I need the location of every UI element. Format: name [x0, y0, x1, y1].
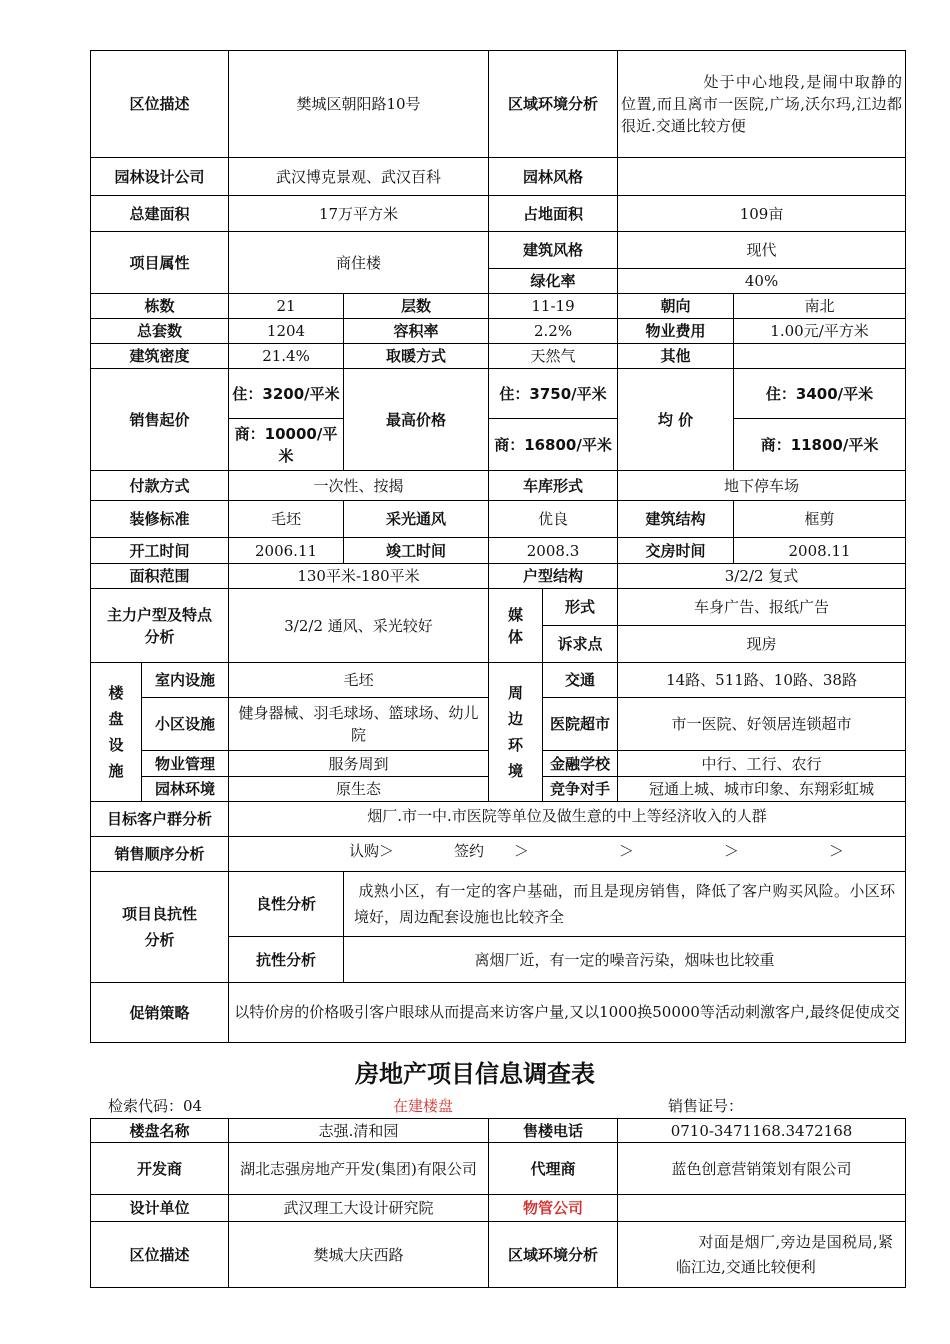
other-value — [734, 344, 906, 369]
total-area-label: 总建面积 — [91, 196, 229, 232]
promo-value: 以特价房的价格吸引客户眼球从而提高来访客户量,又以1000换50000等活动刺激客户,最终促使成交 — [229, 983, 906, 1043]
start-time-label: 开工时间 — [91, 538, 229, 564]
units-value: 1204 — [229, 319, 344, 344]
finance-value: 中行、工行、农行 — [618, 751, 906, 777]
garden-style-label: 园林风格 — [489, 158, 618, 196]
size-range-label: 面积范围 — [91, 564, 229, 589]
mgmt-company-label: 物管公司 — [489, 1195, 618, 1222]
buildings-value: 21 — [229, 294, 344, 319]
structure-label: 建筑结构 — [618, 501, 734, 538]
finance-label: 金融学校 — [543, 751, 618, 777]
developer-label: 开发商 — [91, 1143, 229, 1195]
media-form-label: 形式 — [543, 589, 618, 626]
buildings-label: 栋数 — [91, 294, 229, 319]
total-area-value: 17万平方米 — [229, 196, 489, 232]
far-label: 容积率 — [344, 319, 489, 344]
surround-label-text: 周边环境 — [508, 684, 524, 780]
far-value: 2.2% — [489, 319, 618, 344]
start-price-label: 销售起价 — [91, 369, 229, 471]
mgmt-value: 服务周到 — [229, 751, 489, 777]
design-label: 设计单位 — [91, 1195, 229, 1222]
main-layout-label — [91, 589, 229, 663]
units-label: 总套数 — [91, 319, 229, 344]
hospital-value: 市一医院、好领居连锁超市 — [618, 698, 906, 751]
lighting-label: 采光通风 — [344, 501, 489, 538]
structure-value: 框剪 — [734, 501, 906, 538]
start-price-com: 商：10000/平米 — [229, 419, 344, 471]
negative-label: 抗性分析 — [229, 937, 344, 983]
sales-order-label: 销售顺序分析 — [91, 837, 229, 872]
property-type-value: 商住楼 — [229, 232, 489, 294]
phone-label: 售楼电话 — [489, 1119, 618, 1143]
media-label-text: 媒体 — [508, 605, 524, 646]
env-value-text: 处于中心地段,是闹中取静的位置,而且离市一医院,广场,沃尔玛,江边都很近.交通比较方便 — [621, 73, 903, 135]
max-price-com: 商：16800/平米 — [489, 419, 618, 471]
positive-value-text: 成熟小区，有一定的客户基础，而且是现房销售，降低了客户购买风险。小区环境好，周边配套设施也比较齐全 — [354, 882, 896, 926]
promo-label: 促销策略 — [91, 983, 229, 1043]
avg-price-label: 均 价 — [618, 369, 734, 471]
location-value: 樊城区朝阳路10号 — [229, 51, 489, 158]
main-layout-value: 3/2/2 通风、采光较好 — [229, 589, 489, 663]
decoration-value: 毛坯 — [229, 501, 344, 538]
fee-label: 物业费用 — [618, 319, 734, 344]
sales-license: 销售证号： — [668, 1097, 744, 1115]
facilities-label — [91, 663, 142, 802]
density-value: 21.4% — [229, 344, 344, 369]
main-layout-label-text: 主力户型及特点分析 — [107, 605, 213, 646]
other-label: 其他 — [618, 344, 734, 369]
payment-label: 付款方式 — [91, 471, 229, 501]
name-value: 志强.清和园 — [229, 1119, 489, 1143]
garden-env-value: 原生态 — [229, 777, 489, 802]
competitor-value: 冠通上城、城市印象、东翔彩虹城 — [618, 777, 906, 802]
indoor-value: 毛坯 — [229, 663, 489, 698]
heating-value: 天然气 — [489, 344, 618, 369]
max-price-label: 最高价格 — [344, 369, 489, 471]
heating-label: 取暖方式 — [344, 344, 489, 369]
floors-label: 层数 — [344, 294, 489, 319]
garden-company-label: 园林设计公司 — [91, 158, 229, 196]
avg-price-res: 住：3400/平米 — [734, 369, 906, 419]
mgmt-company-value — [618, 1195, 906, 1222]
garage-value: 地下停车场 — [618, 471, 906, 501]
size-range-value: 130平米-180平米 — [229, 564, 489, 589]
surround-label — [489, 663, 543, 802]
location-label: 区位描述 — [91, 51, 229, 158]
agent-label: 代理商 — [489, 1143, 618, 1195]
land-area-label: 占地面积 — [489, 196, 618, 232]
orientation-label: 朝向 — [618, 294, 734, 319]
floors-value: 11-19 — [489, 294, 618, 319]
phone-value: 0710-3471168.3472168 — [618, 1119, 906, 1143]
positive-label: 良性分析 — [229, 872, 344, 937]
garden-style-value — [618, 158, 906, 196]
project-info-table-2 — [90, 1118, 906, 1288]
target-value: 烟厂.市一中.市医院等单位及做生意的中上等经济收入的人群 — [229, 802, 906, 837]
env-label: 区域环境分析 — [489, 51, 618, 158]
arch-style-label: 建筑风格 — [489, 232, 618, 269]
payment-value: 一次性、按揭 — [229, 471, 489, 501]
fee-value: 1.00元/平方米 — [734, 319, 906, 344]
media-appeal-value: 现房 — [618, 626, 906, 663]
land-area-value: 109亩 — [618, 196, 906, 232]
env-value-2-text: 对面是烟厂,旁边是国税局,紧临江边,交通比较便利 — [676, 1232, 893, 1276]
lighting-value: 优良 — [489, 501, 618, 538]
media-label — [489, 589, 543, 663]
finish-time-value: 2008.3 — [489, 538, 618, 564]
developer-value: 湖北志强房地产开发(集团)有限公司 — [229, 1143, 489, 1195]
finish-time-label: 竣工时间 — [344, 538, 489, 564]
location-label-2: 区位描述 — [91, 1222, 229, 1288]
facilities-label-text: 楼盘设施 — [108, 684, 124, 780]
property-type-label: 项目属性 — [91, 232, 229, 294]
media-appeal-label: 诉求点 — [543, 626, 618, 663]
indoor-label: 室内设施 — [142, 663, 229, 698]
sales-order-value: 认购＞ 签约 ＞ ＞ ＞ ＞ — [229, 837, 906, 872]
design-value: 武汉理工大设计研究院 — [229, 1195, 489, 1222]
positive-value — [344, 872, 906, 937]
env-value-2 — [618, 1222, 906, 1288]
traffic-value: 14路、511路、10路、38路 — [618, 663, 906, 698]
garage-label: 车库形式 — [489, 471, 618, 501]
competitor-label: 竞争对手 — [543, 777, 618, 802]
project-analysis-label-text: 项目良抗性分析 — [122, 905, 198, 949]
target-label: 目标客户群分析 — [91, 802, 229, 837]
arch-style-value: 现代 — [618, 232, 906, 269]
agent-value: 蓝色创意营销策划有限公司 — [618, 1143, 906, 1195]
avg-price-com: 商：11800/平米 — [734, 419, 906, 471]
delivery-label: 交房时间 — [618, 538, 734, 564]
delivery-value: 2008.11 — [734, 538, 906, 564]
start-time-value: 2006.11 — [229, 538, 344, 564]
start-price-res: 住：3200/平米 — [229, 369, 344, 419]
garden-env-label: 园林环境 — [142, 777, 229, 802]
traffic-label: 交通 — [543, 663, 618, 698]
decoration-label: 装修标准 — [91, 501, 229, 538]
hospital-label: 医院超市 — [543, 698, 618, 751]
max-price-res: 住：3750/平米 — [489, 369, 618, 419]
green-rate-label: 绿化率 — [489, 269, 618, 294]
status-badge: 在建楼盘 — [393, 1097, 454, 1115]
green-rate-value: 40% — [618, 269, 906, 294]
density-label: 建筑密度 — [91, 344, 229, 369]
media-form-value: 车身广告、报纸广告 — [618, 589, 906, 626]
search-code: 检索代码：04 — [108, 1097, 203, 1115]
env-value — [618, 51, 906, 158]
mgmt-label: 物业管理 — [142, 751, 229, 777]
community-label: 小区设施 — [142, 698, 229, 751]
location-value-2: 樊城大庆西路 — [229, 1222, 489, 1288]
orientation-value: 南北 — [734, 294, 906, 319]
project-analysis-label — [91, 872, 229, 983]
layout-label: 户型结构 — [489, 564, 618, 589]
page-title: 房地产项目信息调查表 — [355, 1060, 595, 1088]
garden-company-value: 武汉博克景观、武汉百科 — [229, 158, 489, 196]
negative-value: 离烟厂近，有一定的噪音污染，烟味也比较重 — [344, 937, 906, 983]
project-info-table-1 — [90, 50, 906, 1043]
community-value: 健身器械、羽毛球场、篮球场、幼儿院 — [229, 698, 489, 751]
name-label: 楼盘名称 — [91, 1119, 229, 1143]
layout-value: 3/2/2 复式 — [618, 564, 906, 589]
env-label-2: 区域环境分析 — [489, 1222, 618, 1288]
